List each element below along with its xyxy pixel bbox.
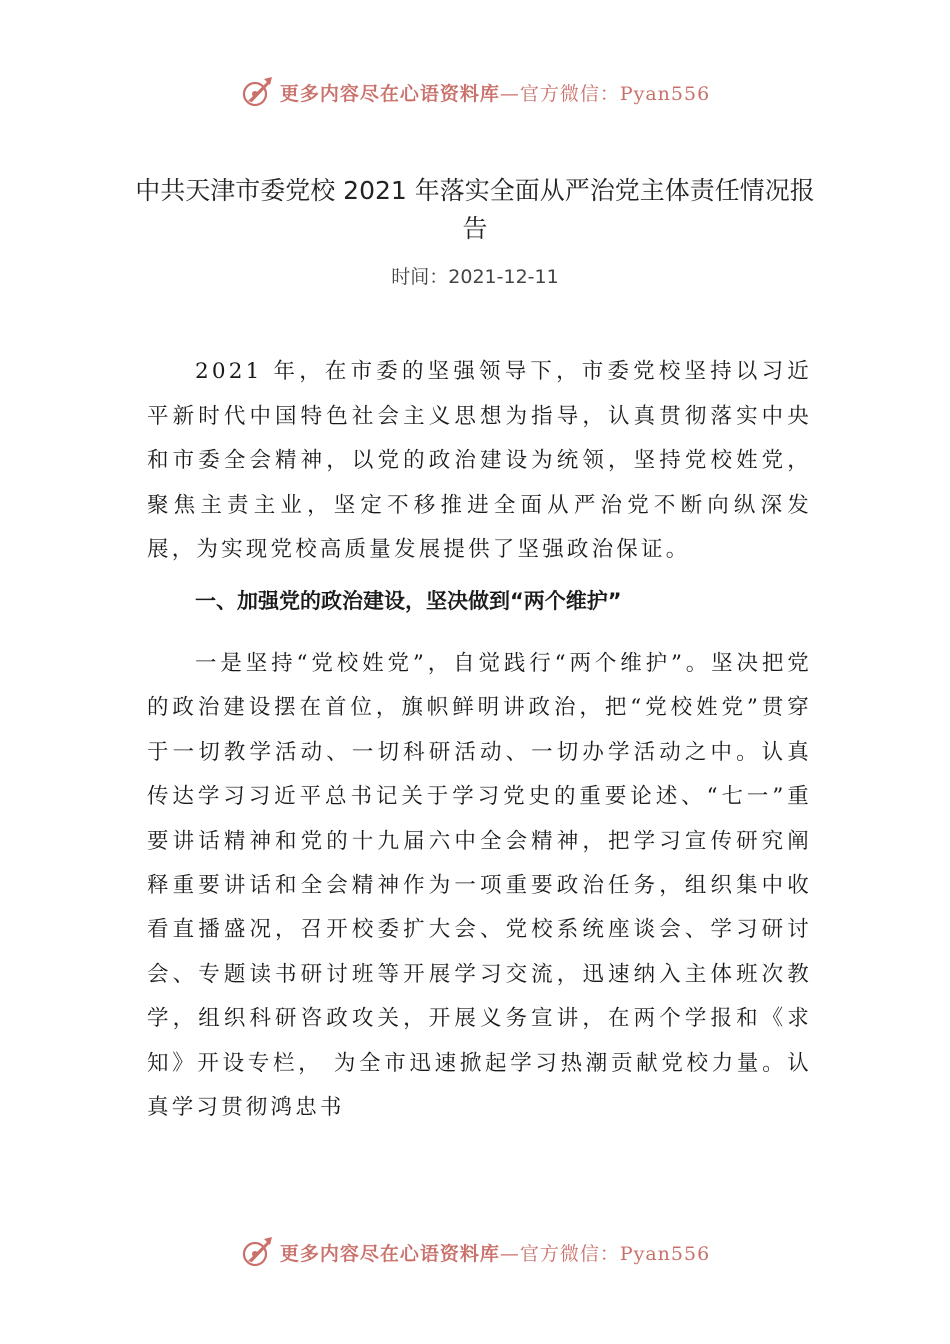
watermark-text: [280, 1239, 710, 1266]
intro-paragraph: 2021 年，在市委的坚强领导下，市委党校坚持以习近平新时代中国特色社会主义思想为指导，认真贯彻落实中央和市委全会精神，以党的政治建设为统领，坚持党校姓党，聚焦主责主业，坚定不移推进全面从严治党不断向纵深发展，为实现党校高质量发展提供了坚强政治保证。: [147, 359, 812, 562]
watermark-separator: —: [499, 1242, 520, 1265]
section-heading: 一、加强党的政治建设，坚决做到“两个维护”: [195, 589, 622, 613]
watermark-separator: —: [499, 82, 520, 105]
section-paragraph: 一是坚持“党校姓党”，自觉践行“两个维护”。坚决把党的政治建设摆在首位，旗帜鲜明讲政治，把“党校姓党”贯穿于一切教学活动、一切科研活动、一切办学活动之中。认真传达学习习近平总书记关于学习党史的重要论述、“七一”重要讲话精神和党的十九届六中全会精神，把学习宣传研究阐释重要讲话和全会精神作为一项重要政治任务，组织集中收看直播盛况，召开校委扩大会、党校系统座谈会、学习研讨会、专题读书研讨班等开展学习交流，迅速纳入主体班次教学，组织科研咨政攻关，开展义务宣讲，在两个学报和《求知》开设专栏， 为全市迅速掀起学习热潮贡献党校力量。认真学习贯彻鸿忠书: [147, 651, 812, 1121]
document-date: 时间：2021-12-11: [391, 266, 559, 288]
watermark-banner-bottom: [0, 1232, 950, 1272]
watermark-text: [280, 79, 710, 106]
watermark-wechat-text: 官方微信：Pyan556: [519, 1242, 711, 1265]
document-title: 中共天津市委党校 2021 年落实全面从严治党主体责任情况报告: [135, 176, 815, 243]
watermark-site-text: 更多内容尽在心语资料库: [279, 82, 500, 105]
quill-pen-logo-icon: [240, 75, 274, 109]
watermark-site-text: 更多内容尽在心语资料库: [279, 1242, 500, 1265]
watermark-wechat-text: 官方微信：Pyan556: [519, 82, 711, 105]
quill-pen-logo-icon: [240, 1235, 274, 1269]
watermark-banner-top: [0, 72, 950, 112]
